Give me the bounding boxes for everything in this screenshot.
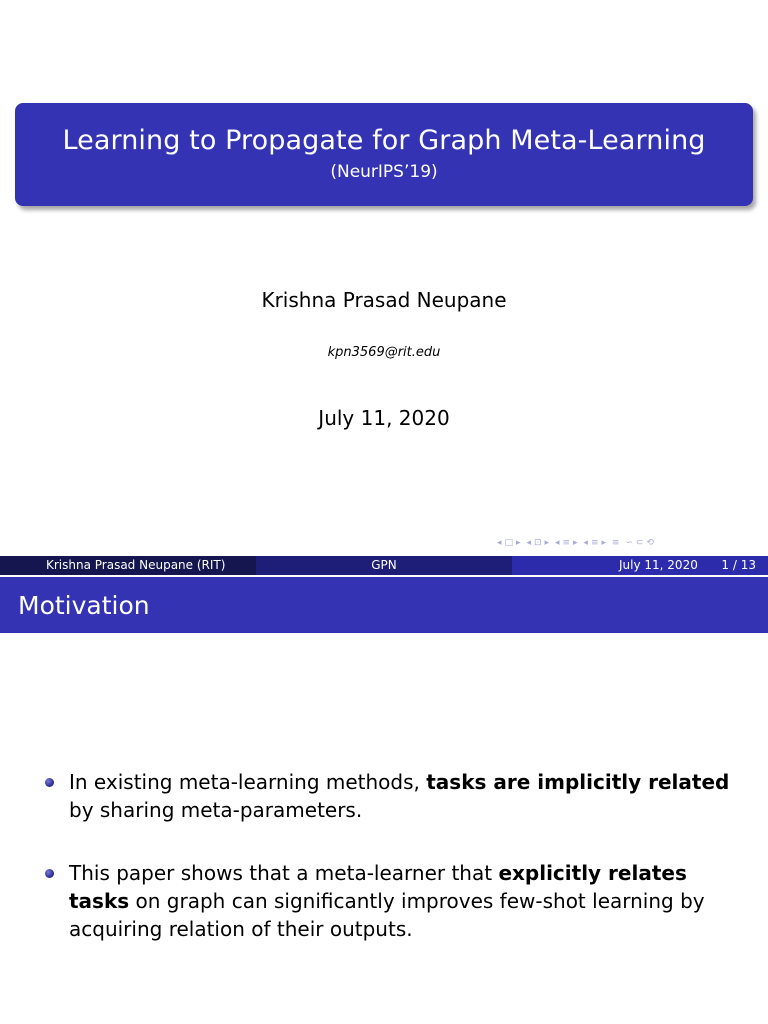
nav-slide-icon[interactable]: □ [504, 538, 514, 548]
presentation-title: Learning to Propagate for Graph Meta-Learning [62, 125, 706, 156]
bullet-text-pre: In existing meta-learning methods, [69, 770, 427, 794]
frame-title-bar [0, 577, 768, 633]
author-email: kpn3569@rit.edu [327, 345, 441, 360]
nav-frame-icon[interactable]: ⊡ [533, 538, 542, 548]
nav-subsection-icon[interactable]: ≡ [562, 538, 571, 548]
bullet-text-post: by sharing meta-parameters. [69, 798, 363, 822]
nav-prev-icon[interactable]: ◂ [526, 538, 531, 548]
nav-prev-icon[interactable]: ◂ [497, 538, 502, 548]
navigation-symbols[interactable] [497, 538, 762, 552]
frame-title: Motivation [18, 591, 150, 620]
author-name: Krishna Prasad Neupane [261, 288, 507, 312]
nav-document-icon[interactable]: ≡ [611, 538, 620, 548]
footer-date-section [512, 556, 768, 575]
bullet-list [44, 768, 749, 943]
nav-section-icon[interactable]: ≡ [590, 538, 599, 548]
footer-short-title: GPN [371, 558, 397, 572]
footer-page-number: 1 / 13 [721, 558, 756, 572]
nav-next-icon[interactable]: ▸ [573, 538, 578, 548]
nav-search-icon[interactable]: ⊂ [635, 538, 644, 548]
nav-prev-icon[interactable]: ◂ [583, 538, 588, 548]
bullet-text-bold: explicitly relates tasks [69, 861, 687, 913]
nav-prev-icon[interactable]: ◂ [554, 538, 560, 548]
presentation-date: July 11, 2020 [318, 406, 450, 430]
bullet-text-post: on graph can significantly improves few-shot learning by acquiring relation of their outputs. [69, 889, 705, 941]
slide-footer [0, 556, 768, 575]
nav-next-icon[interactable]: ▸ [544, 538, 550, 548]
presentation-subtitle: (NeurIPS’19) [330, 162, 438, 182]
bullet-item [44, 768, 749, 824]
footer-title-section [256, 556, 512, 575]
bullet-text-pre: This paper shows that a meta-learner that [69, 861, 499, 885]
nav-forward-icon[interactable]: ⟲ [646, 538, 654, 548]
footer-date: July 11, 2020 [619, 558, 698, 572]
nav-next-icon[interactable]: ▸ [601, 538, 607, 548]
bullet-icon [45, 778, 54, 787]
bullet-text-bold: tasks are implicitly related [426, 770, 730, 794]
nav-back-icon[interactable]: ∽ [625, 538, 633, 548]
footer-author-section [0, 556, 256, 575]
bullet-icon [45, 869, 54, 878]
bullet-item [44, 859, 749, 943]
footer-author: Krishna Prasad Neupane (RIT) [46, 558, 226, 572]
nav-next-icon[interactable]: ▸ [516, 538, 521, 548]
title-block [15, 103, 753, 206]
